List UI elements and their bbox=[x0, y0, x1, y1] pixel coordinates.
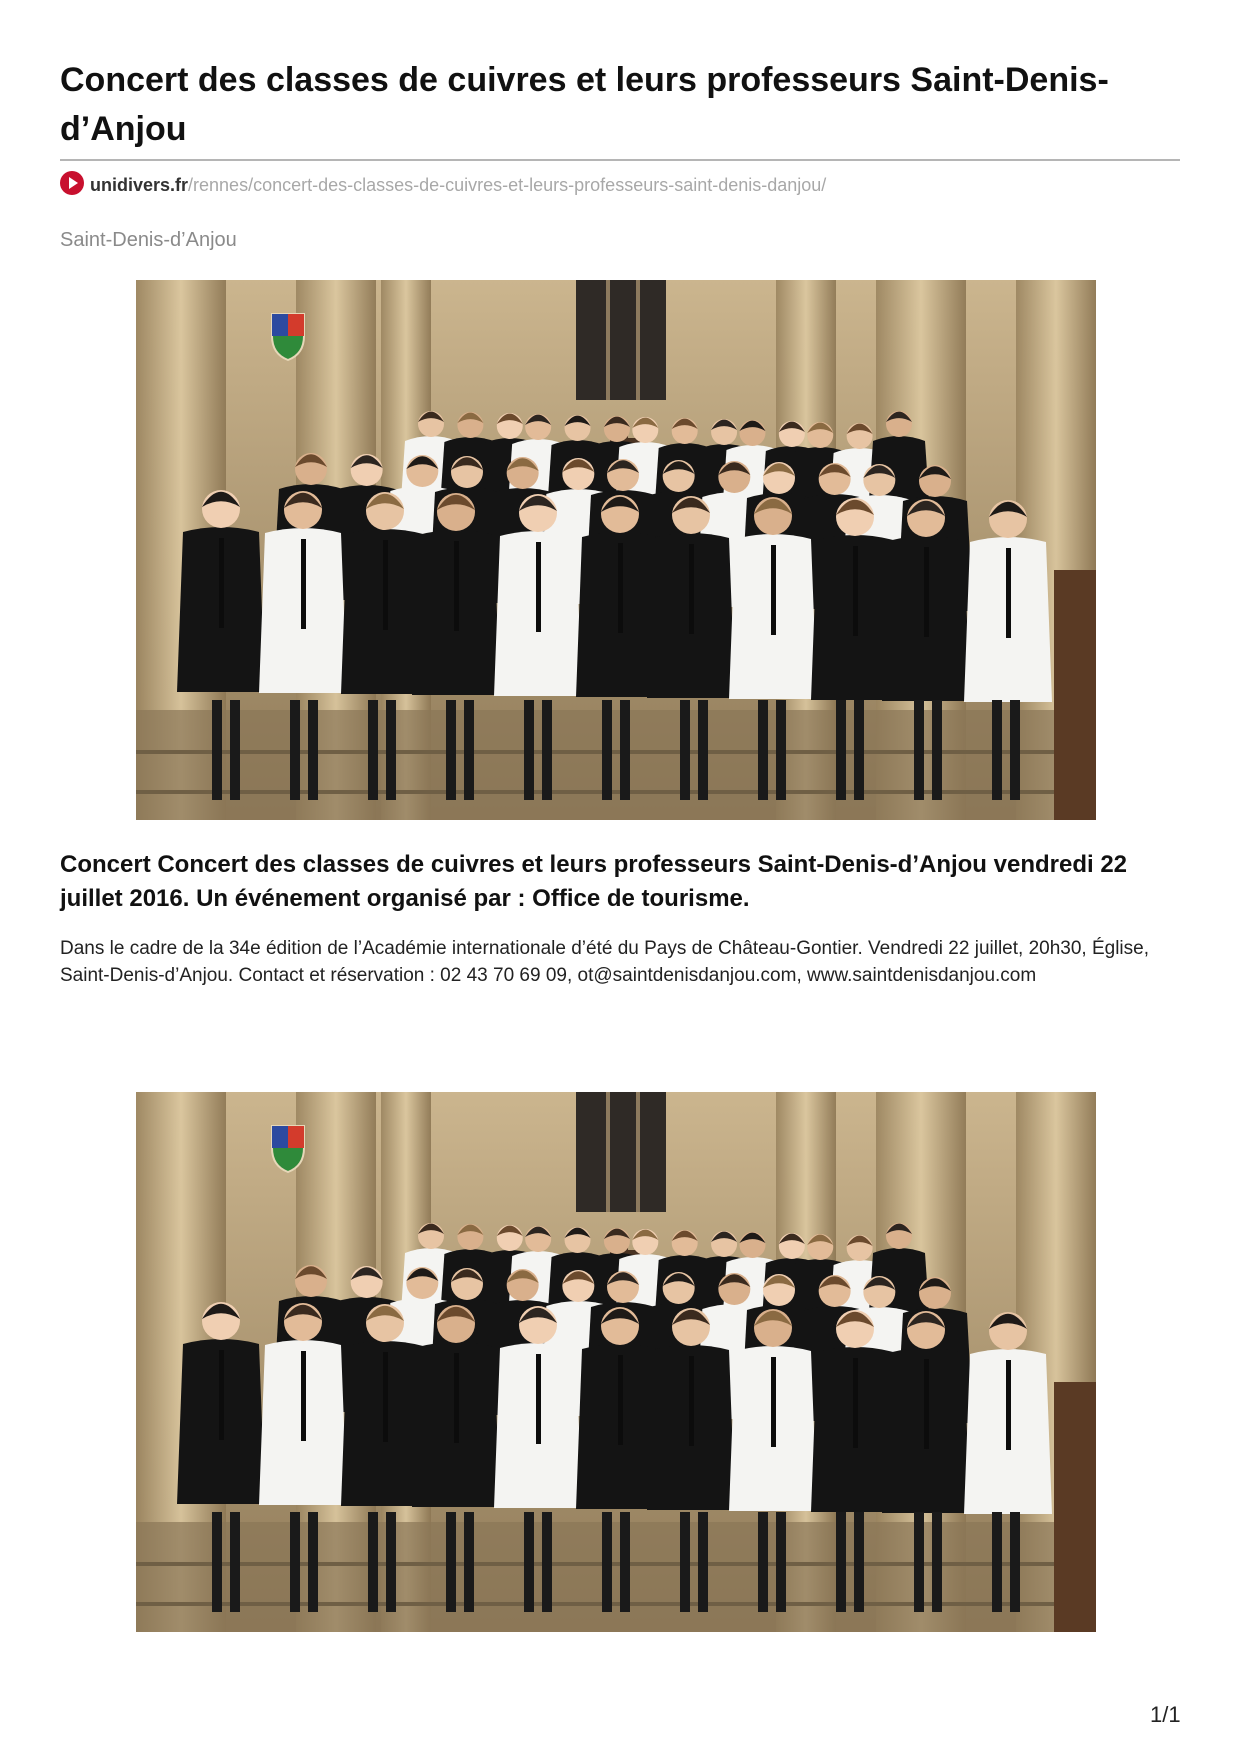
concert-group-photo-repeat bbox=[136, 1092, 1096, 1632]
event-description: Dans le cadre de la 34e édition de l’Académie internationale d’été du Pays de Château-Gontier. Vendredi 22 juillet, 20h30, Église, Saint-Denis-d’Anjou. Contact et réservation : 02 43 70 69 09, ot@saintdenisdanjou.com, www.saintdenisdanjou.com bbox=[60, 938, 1149, 986]
photo-illustration bbox=[136, 1092, 1096, 1632]
source-link[interactable] bbox=[60, 172, 826, 198]
concert-group-photo bbox=[136, 280, 1096, 820]
source-path[interactable]: /rennes/concert-des-classes-de-cuivres-et-leurs-professeurs-saint-denis-danjou/ bbox=[188, 174, 827, 195]
location-label: Saint-Denis-d’Anjou bbox=[60, 229, 237, 251]
source-domain[interactable]: unidivers.fr bbox=[90, 174, 189, 195]
article-title: Concert des classes de cuivres et leurs professeurs Saint-Denis-d’Anjou bbox=[60, 61, 1109, 148]
event-headline: Concert Concert des classes de cuivres et leurs professeurs Saint-Denis-d’Anjou vendredi 22 juillet 2016. Un événement organisé par : Office de tourisme. bbox=[60, 851, 1128, 912]
title-divider bbox=[60, 159, 1180, 161]
play-icon bbox=[60, 171, 84, 195]
photo-illustration bbox=[136, 280, 1096, 820]
page-number: 1/1 bbox=[1150, 1702, 1181, 1727]
